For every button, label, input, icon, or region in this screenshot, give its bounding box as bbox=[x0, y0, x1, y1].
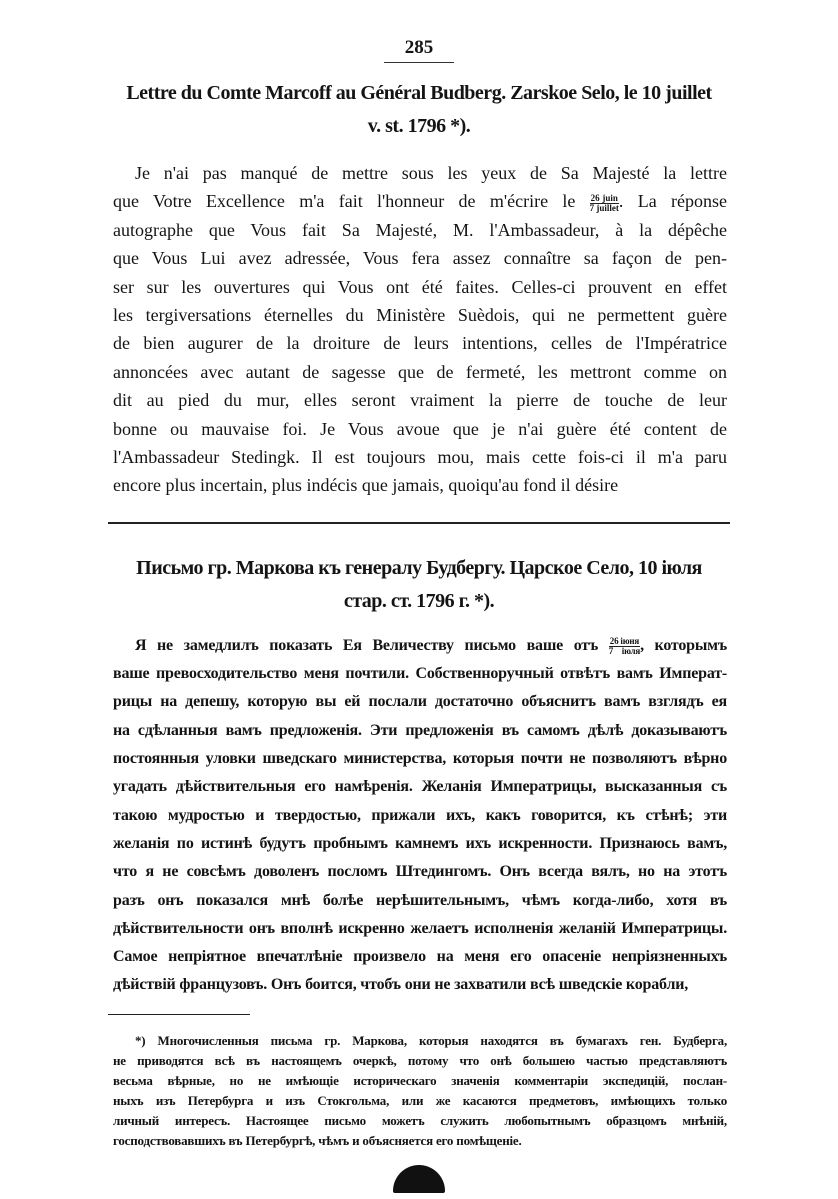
text-line bbox=[113, 187, 727, 215]
russian-title bbox=[108, 552, 730, 618]
french-title-line: Lettre du Comte Marcoff au Général Budberg. Zarskoe Selo, le 10 juillet bbox=[126, 82, 712, 104]
text-line: на сдѣланныя вамъ предложенія. Эти предложенія въ самомъ дѣлѣ доказываютъ bbox=[113, 721, 727, 739]
text-segment: Я не замедлилъ показать Ея Величеству письмо ваше отъ bbox=[135, 636, 609, 654]
french-title bbox=[108, 77, 730, 143]
text-line: annoncées avec autant de sagesse que de fermeté, les mettront comme on bbox=[113, 361, 727, 382]
text-line: угадать дѣйствительныя его намѣренія. Желанія Императрицы, высказанныя съ bbox=[113, 778, 727, 796]
fraction-denominator: 7 іюля bbox=[608, 645, 641, 656]
date-fraction bbox=[590, 194, 619, 213]
text-line: дѣйствій французовъ. Онъ боится, чтобъ они не захватили всѣ шведскіе корабли, bbox=[113, 976, 689, 994]
text-line: личный интересъ. Настоящее письмо можетъ служить любопытнымъ образцомъ мнѣній, bbox=[113, 1113, 727, 1129]
text-line: разъ онъ показался мнѣ болѣе нерѣшительнымъ, чѣмъ когда-либо, хотя въ bbox=[113, 891, 727, 909]
text-segment: . La réponse bbox=[618, 191, 727, 212]
fraction-numerator: 26 іюня bbox=[609, 635, 640, 646]
text-line: l'Ambassadeur Stedingk. Il est toujours mou, mais cette fois-ci il m'a paru bbox=[113, 447, 727, 468]
russian-title-line: стар. ст. 1796 г. *). bbox=[343, 589, 495, 612]
text-line: желанія по истинѣ будутъ пробнымъ камнемъ ихъ искренности. Признаюсь вамъ, bbox=[113, 834, 727, 852]
text-line: Самое непріятное впечатлѣніе произвело на меня его опасеніе непріязненныхъ bbox=[113, 948, 727, 966]
text-line: дѣйствительности онъ вполнѣ искренно желаетъ исполненія желаній Императрицы. bbox=[113, 919, 727, 937]
text-line: bonne ou mauvaise foi. Je Vous avoue que je n'ai guère été content de bbox=[113, 418, 727, 439]
text-line: ныхъ изъ Петербурга и изъ Стокгольма, или же касаются предметовъ, имѣющихъ только bbox=[113, 1093, 727, 1109]
fraction-numerator: 26 juin bbox=[590, 192, 618, 203]
text-line: что я не совсѣмъ доволенъ посломъ Штедингомъ. Онъ всегда вялъ, но на этотъ bbox=[113, 863, 727, 881]
page-number: 285 bbox=[404, 37, 434, 58]
footnote bbox=[113, 1031, 727, 1151]
text-line: dit au pied du mur, elles seront vraiment la pierre de touche de leur bbox=[113, 390, 727, 411]
text-segment: , которымъ bbox=[640, 636, 727, 654]
date-fraction bbox=[609, 637, 640, 656]
text-line: ser sur les ouvertures qui Vous ont été faites. Celles-ci prouvent en effet bbox=[113, 276, 727, 297]
fraction-denominator: 7 juillet bbox=[589, 202, 619, 213]
russian-letter-body bbox=[113, 632, 727, 1000]
text-line: *) Многочисленныя письма гр. Маркова, которыя находятся въ бумагахъ ген. Будберга, bbox=[135, 1033, 727, 1049]
section-divider bbox=[108, 522, 730, 524]
ink-blot-ornament bbox=[393, 1165, 445, 1193]
french-letter-body bbox=[113, 159, 727, 500]
text-line bbox=[113, 632, 727, 660]
text-line: de bien augurer de la droiture de leurs intentions, celles de l'Impératrice bbox=[113, 333, 727, 354]
text-line: autographe que Vous fait Sa Majesté, M. l'Ambassadeur, à la dépêche bbox=[113, 219, 727, 240]
text-line: encore plus incertain, plus indécis que jamais, quoiqu'au fond il désire bbox=[113, 475, 619, 496]
text-line: ваше превосходительство меня почтили. Собственноручный отвѣтъ вамъ Императ- bbox=[113, 665, 727, 683]
text-line: que Vous Lui avez adressée, Vous fera assez connaître sa façon de pen- bbox=[113, 248, 727, 269]
footnote-rule bbox=[108, 1014, 250, 1016]
text-line: les tergiversations éternelles du Ministère Suèdois, qui ne permettent guère bbox=[113, 305, 727, 326]
text-line: господствовавшихъ въ Петербургѣ, чѣмъ и объясняется его помѣщеніе. bbox=[113, 1133, 522, 1149]
french-title-line: v. st. 1796 *). bbox=[367, 115, 471, 137]
text-line: не приводятся всѣ въ настоящемъ очеркѣ, потому что онѣ большею частью представляютъ bbox=[113, 1053, 727, 1069]
page-number-rule bbox=[384, 62, 454, 63]
text-line: Je n'ai pas manqué de mettre sous les yeux de Sa Majesté la lettre bbox=[135, 163, 727, 183]
text-segment: que Votre Excellence m'a fait l'honneur de m'écrire le bbox=[113, 191, 590, 212]
page-column bbox=[108, 0, 730, 1193]
text-line: рицы на депешу, которую вы ей послали достаточно объяснитъ вамъ взглядъ ея bbox=[113, 693, 727, 711]
text-line: постоянныя уловки шведскаго министерства, которыя почти не позволяютъ вѣрно bbox=[113, 750, 727, 768]
russian-title-line: Письмо гр. Маркова къ генералу Будбергу. Царское Село, 10 іюля bbox=[136, 556, 702, 579]
text-line: такою мудростью и твердостью, прижали ихъ, какъ говорится, къ стѣнѣ; эти bbox=[113, 806, 727, 824]
text-line: весьма вѣрные, но не имѣющіе историческаго значенія комментаріи экспедицій, послан- bbox=[113, 1073, 727, 1089]
